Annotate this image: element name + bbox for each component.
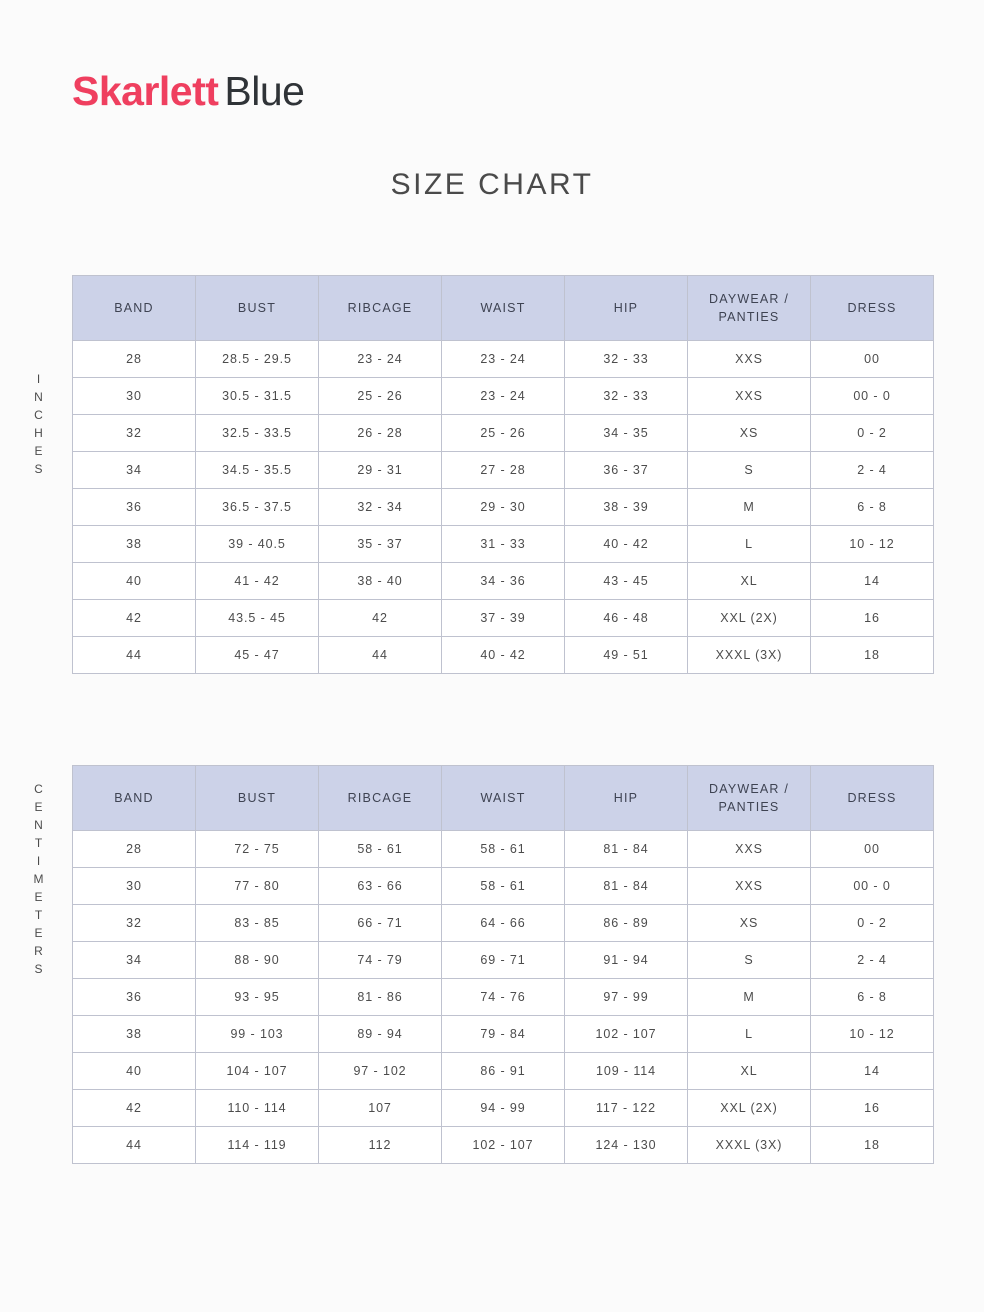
table-row	[73, 979, 934, 1016]
unit-label-letter: S	[34, 462, 44, 476]
table-cell: 58 - 61	[319, 831, 442, 868]
table-cell: XXXL (3X)	[688, 1127, 811, 1164]
column-header-ribcage: RIBCAGE	[319, 276, 442, 341]
table-cell: 30	[73, 868, 196, 905]
table-row	[73, 1090, 934, 1127]
table-cell: 10 - 12	[811, 1016, 934, 1053]
table-cell: XS	[688, 905, 811, 942]
table-row	[73, 868, 934, 905]
table-cell: S	[688, 942, 811, 979]
table-cell: 00	[811, 341, 934, 378]
column-header-daywear-line1: DAYWEAR /	[708, 291, 790, 306]
table-cell: 99 - 103	[196, 1016, 319, 1053]
table-cell: 2 - 4	[811, 452, 934, 489]
column-header-daywear-panties	[688, 276, 811, 341]
table-cell: XXXL (3X)	[688, 637, 811, 674]
table-cell: 32	[73, 415, 196, 452]
unit-label-letter: H	[34, 426, 44, 440]
page-title: SIZE CHART	[390, 168, 594, 201]
table-cell: 34 - 35	[565, 415, 688, 452]
table-cell: 81 - 84	[565, 831, 688, 868]
table-cell: 28.5 - 29.5	[196, 341, 319, 378]
table-cell: XL	[688, 563, 811, 600]
table-cell: 32 - 34	[319, 489, 442, 526]
table-cell: 34	[73, 942, 196, 979]
unit-label-letter: N	[34, 390, 44, 404]
unit-label-letter: C	[34, 408, 44, 422]
table-cell: 44	[73, 1127, 196, 1164]
brand-name-primary: Skarlett	[72, 68, 219, 114]
column-header-dress: DRESS	[811, 766, 934, 831]
unit-label-letter: I	[36, 854, 42, 868]
table-cell: XXL (2X)	[688, 600, 811, 637]
table-cell: 93 - 95	[196, 979, 319, 1016]
unit-label-inches	[26, 370, 52, 478]
table-cell: 23 - 24	[319, 341, 442, 378]
brand-name-secondary: Blue	[224, 68, 305, 114]
table-cell: 00 - 0	[811, 378, 934, 415]
table-cell: 69 - 71	[442, 942, 565, 979]
table-cell: 64 - 66	[442, 905, 565, 942]
table-cell: 29 - 30	[442, 489, 565, 526]
table-header-row	[73, 766, 934, 831]
table-cell: 77 - 80	[196, 868, 319, 905]
table-cell: 28	[73, 831, 196, 868]
size-table-centimeters-block	[72, 765, 912, 1164]
table-cell: 40	[73, 1053, 196, 1090]
table-cell: 34 - 36	[442, 563, 565, 600]
column-header-band: BAND	[73, 766, 196, 831]
table-cell: 25 - 26	[319, 378, 442, 415]
table-cell: 6 - 8	[811, 489, 934, 526]
table-cell: 0 - 2	[811, 415, 934, 452]
table-cell: 97 - 99	[565, 979, 688, 1016]
table-header-row	[73, 276, 934, 341]
table-cell: 32	[73, 905, 196, 942]
table-cell: 58 - 61	[442, 831, 565, 868]
column-header-bust: BUST	[196, 766, 319, 831]
table-row	[73, 341, 934, 378]
table-cell: 31 - 33	[442, 526, 565, 563]
table-cell: 117 - 122	[565, 1090, 688, 1127]
table-cell: 40 - 42	[565, 526, 688, 563]
table-cell: 81 - 84	[565, 868, 688, 905]
unit-label-letter: T	[34, 908, 44, 922]
table-cell: 18	[811, 1127, 934, 1164]
table-cell: XXS	[688, 378, 811, 415]
table-row	[73, 1016, 934, 1053]
table-cell: M	[688, 489, 811, 526]
table-body-inches	[73, 341, 934, 674]
table-cell: 40 - 42	[442, 637, 565, 674]
column-header-daywear-line1: DAYWEAR /	[708, 781, 790, 796]
table-cell: 38	[73, 1016, 196, 1053]
table-cell: 109 - 114	[565, 1053, 688, 1090]
table-cell: 36	[73, 979, 196, 1016]
table-cell: 00 - 0	[811, 868, 934, 905]
table-cell: 30.5 - 31.5	[196, 378, 319, 415]
table-row	[73, 452, 934, 489]
table-header-centimeters	[73, 766, 934, 831]
column-header-hip: HIP	[565, 766, 688, 831]
table-cell: S	[688, 452, 811, 489]
table-cell: 14	[811, 563, 934, 600]
table-cell: 16	[811, 600, 934, 637]
table-cell: 10 - 12	[811, 526, 934, 563]
column-header-bust: BUST	[196, 276, 319, 341]
table-cell: 44	[73, 637, 196, 674]
table-cell: XXS	[688, 868, 811, 905]
table-cell: 94 - 99	[442, 1090, 565, 1127]
table-cell: L	[688, 526, 811, 563]
table-cell: 112	[319, 1127, 442, 1164]
table-cell: 97 - 102	[319, 1053, 442, 1090]
table-row	[73, 415, 934, 452]
table-row	[73, 600, 934, 637]
table-cell: 40	[73, 563, 196, 600]
table-cell: 86 - 91	[442, 1053, 565, 1090]
unit-label-letter: E	[34, 800, 44, 814]
table-cell: 79 - 84	[442, 1016, 565, 1053]
unit-label-letter: C	[34, 782, 44, 796]
table-cell: 81 - 86	[319, 979, 442, 1016]
table-cell: 0 - 2	[811, 905, 934, 942]
table-cell: 86 - 89	[565, 905, 688, 942]
table-cell: 49 - 51	[565, 637, 688, 674]
table-cell: 14	[811, 1053, 934, 1090]
table-cell: 34	[73, 452, 196, 489]
table-cell: 42	[73, 600, 196, 637]
table-cell: 39 - 40.5	[196, 526, 319, 563]
table-cell: 44	[319, 637, 442, 674]
unit-label-letter: R	[34, 944, 44, 958]
table-row	[73, 378, 934, 415]
column-header-hip: HIP	[565, 276, 688, 341]
unit-label-centimeters	[26, 780, 52, 978]
size-table-inches-block	[72, 275, 912, 674]
table-cell: 2 - 4	[811, 942, 934, 979]
table-row	[73, 489, 934, 526]
table-cell: 18	[811, 637, 934, 674]
unit-label-letter: I	[36, 372, 42, 386]
table-cell: XXS	[688, 341, 811, 378]
table-cell: 36.5 - 37.5	[196, 489, 319, 526]
column-header-daywear-line2: PANTIES	[718, 800, 780, 814]
table-cell: 29 - 31	[319, 452, 442, 489]
table-cell: 32 - 33	[565, 341, 688, 378]
table-cell: 58 - 61	[442, 868, 565, 905]
table-cell: XXS	[688, 831, 811, 868]
size-table-inches	[72, 275, 934, 674]
unit-label-letter: E	[34, 926, 44, 940]
table-cell: 88 - 90	[196, 942, 319, 979]
table-cell: 38 - 40	[319, 563, 442, 600]
brand-logo	[72, 68, 304, 115]
table-cell: 83 - 85	[196, 905, 319, 942]
table-cell: 45 - 47	[196, 637, 319, 674]
table-cell: L	[688, 1016, 811, 1053]
table-cell: XXL (2X)	[688, 1090, 811, 1127]
size-table-centimeters	[72, 765, 934, 1164]
table-cell: 104 - 107	[196, 1053, 319, 1090]
table-cell: 25 - 26	[442, 415, 565, 452]
table-cell: 72 - 75	[196, 831, 319, 868]
unit-label-letter: E	[34, 444, 44, 458]
table-cell: 74 - 79	[319, 942, 442, 979]
table-cell: 42	[319, 600, 442, 637]
table-row	[73, 905, 934, 942]
table-cell: 37 - 39	[442, 600, 565, 637]
table-cell: 34.5 - 35.5	[196, 452, 319, 489]
unit-label-letter: S	[34, 962, 44, 976]
table-row	[73, 526, 934, 563]
column-header-waist: WAIST	[442, 766, 565, 831]
table-row	[73, 637, 934, 674]
table-cell: 26 - 28	[319, 415, 442, 452]
table-row	[73, 942, 934, 979]
table-cell: 41 - 42	[196, 563, 319, 600]
unit-label-letter: T	[34, 836, 44, 850]
table-header-inches	[73, 276, 934, 341]
unit-label-letter: E	[34, 890, 44, 904]
table-cell: 23 - 24	[442, 341, 565, 378]
table-cell: 107	[319, 1090, 442, 1127]
column-header-ribcage: RIBCAGE	[319, 766, 442, 831]
table-cell: 00	[811, 831, 934, 868]
table-cell: 6 - 8	[811, 979, 934, 1016]
table-cell: 43.5 - 45	[196, 600, 319, 637]
table-cell: XS	[688, 415, 811, 452]
table-cell: 32.5 - 33.5	[196, 415, 319, 452]
table-cell: 35 - 37	[319, 526, 442, 563]
table-cell: 23 - 24	[442, 378, 565, 415]
table-cell: XL	[688, 1053, 811, 1090]
table-cell: 36	[73, 489, 196, 526]
table-cell: 27 - 28	[442, 452, 565, 489]
column-header-waist: WAIST	[442, 276, 565, 341]
table-cell: 38	[73, 526, 196, 563]
table-cell: 66 - 71	[319, 905, 442, 942]
table-cell: 89 - 94	[319, 1016, 442, 1053]
table-cell: 28	[73, 341, 196, 378]
unit-label-letter: N	[34, 818, 44, 832]
table-cell: 114 - 119	[196, 1127, 319, 1164]
table-cell: 16	[811, 1090, 934, 1127]
table-cell: 38 - 39	[565, 489, 688, 526]
table-cell: 124 - 130	[565, 1127, 688, 1164]
table-cell: 110 - 114	[196, 1090, 319, 1127]
table-cell: 91 - 94	[565, 942, 688, 979]
table-cell: 102 - 107	[565, 1016, 688, 1053]
table-row	[73, 1053, 934, 1090]
table-cell: M	[688, 979, 811, 1016]
unit-label-letter: M	[33, 872, 45, 886]
table-row	[73, 563, 934, 600]
column-header-daywear-panties	[688, 766, 811, 831]
table-cell: 43 - 45	[565, 563, 688, 600]
table-cell: 36 - 37	[565, 452, 688, 489]
table-row	[73, 1127, 934, 1164]
table-cell: 46 - 48	[565, 600, 688, 637]
table-cell: 63 - 66	[319, 868, 442, 905]
table-body-centimeters	[73, 831, 934, 1164]
column-header-dress: DRESS	[811, 276, 934, 341]
table-cell: 42	[73, 1090, 196, 1127]
table-cell: 30	[73, 378, 196, 415]
column-header-daywear-line2: PANTIES	[718, 310, 780, 324]
column-header-band: BAND	[73, 276, 196, 341]
table-row	[73, 831, 934, 868]
table-cell: 102 - 107	[442, 1127, 565, 1164]
table-cell: 74 - 76	[442, 979, 565, 1016]
table-cell: 32 - 33	[565, 378, 688, 415]
